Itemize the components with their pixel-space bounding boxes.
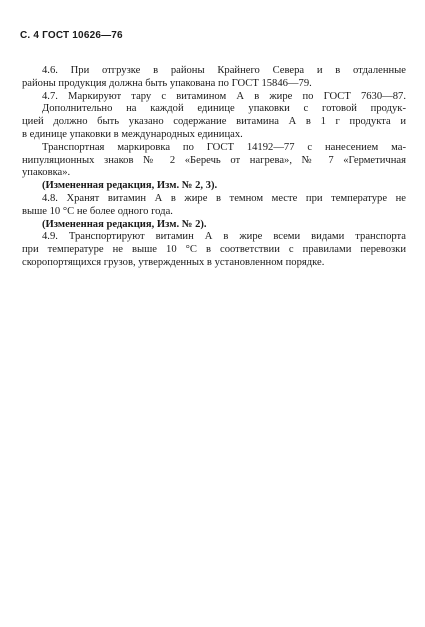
page-header: С. 4 ГОСТ 10626—76 xyxy=(20,30,123,41)
text-line: Транспортная маркировка по ГОСТ 14192—77 с нанесением ма- xyxy=(42,141,406,153)
text-line: 4.7. Маркируют тару с витамином А в жире по ГОСТ 7630—87. xyxy=(42,90,406,102)
text-line: при температуре не выше 10 °С в соответствии с правилами перевозки xyxy=(22,244,406,256)
text-line: 4.9. Транспортируют витамин А в жире всеми видами транспорта xyxy=(42,231,406,243)
amendment-note-line: (Измененная редакция, Изм. № 2, 3). xyxy=(42,180,218,192)
text-line: в единице упаковки в международных единицах. xyxy=(22,128,243,140)
text-line: упаковка». xyxy=(22,167,71,179)
text-line: 4.6. При отгрузке в районы Крайнего Севера и в отдаленные xyxy=(42,65,406,76)
text-line: скоропортящихся грузов, утвержденных в установленном порядке. xyxy=(22,256,325,268)
text-line: районы продукция должна быть упакована по ГОСТ 15846—79. xyxy=(22,77,312,89)
text-line: выше 10 °С не более одного года. xyxy=(22,205,173,217)
text-line: 4.8. Хранят витамин А в жире в темном месте при температуре не xyxy=(42,192,406,204)
body-text xyxy=(22,65,406,270)
amendment-note-line: (Измененная редакция, Изм. № 2). xyxy=(42,218,207,230)
text-line: Дополнительно на каждой единице упаковки с готовой продук- xyxy=(42,103,406,115)
text-line: цией должно быть указано содержание витамина А в 1 г продукта и xyxy=(22,116,406,128)
text-line: нипуляционных знаков № 2 «Беречь от нагрева», № 7 «Герметичная xyxy=(22,154,406,166)
